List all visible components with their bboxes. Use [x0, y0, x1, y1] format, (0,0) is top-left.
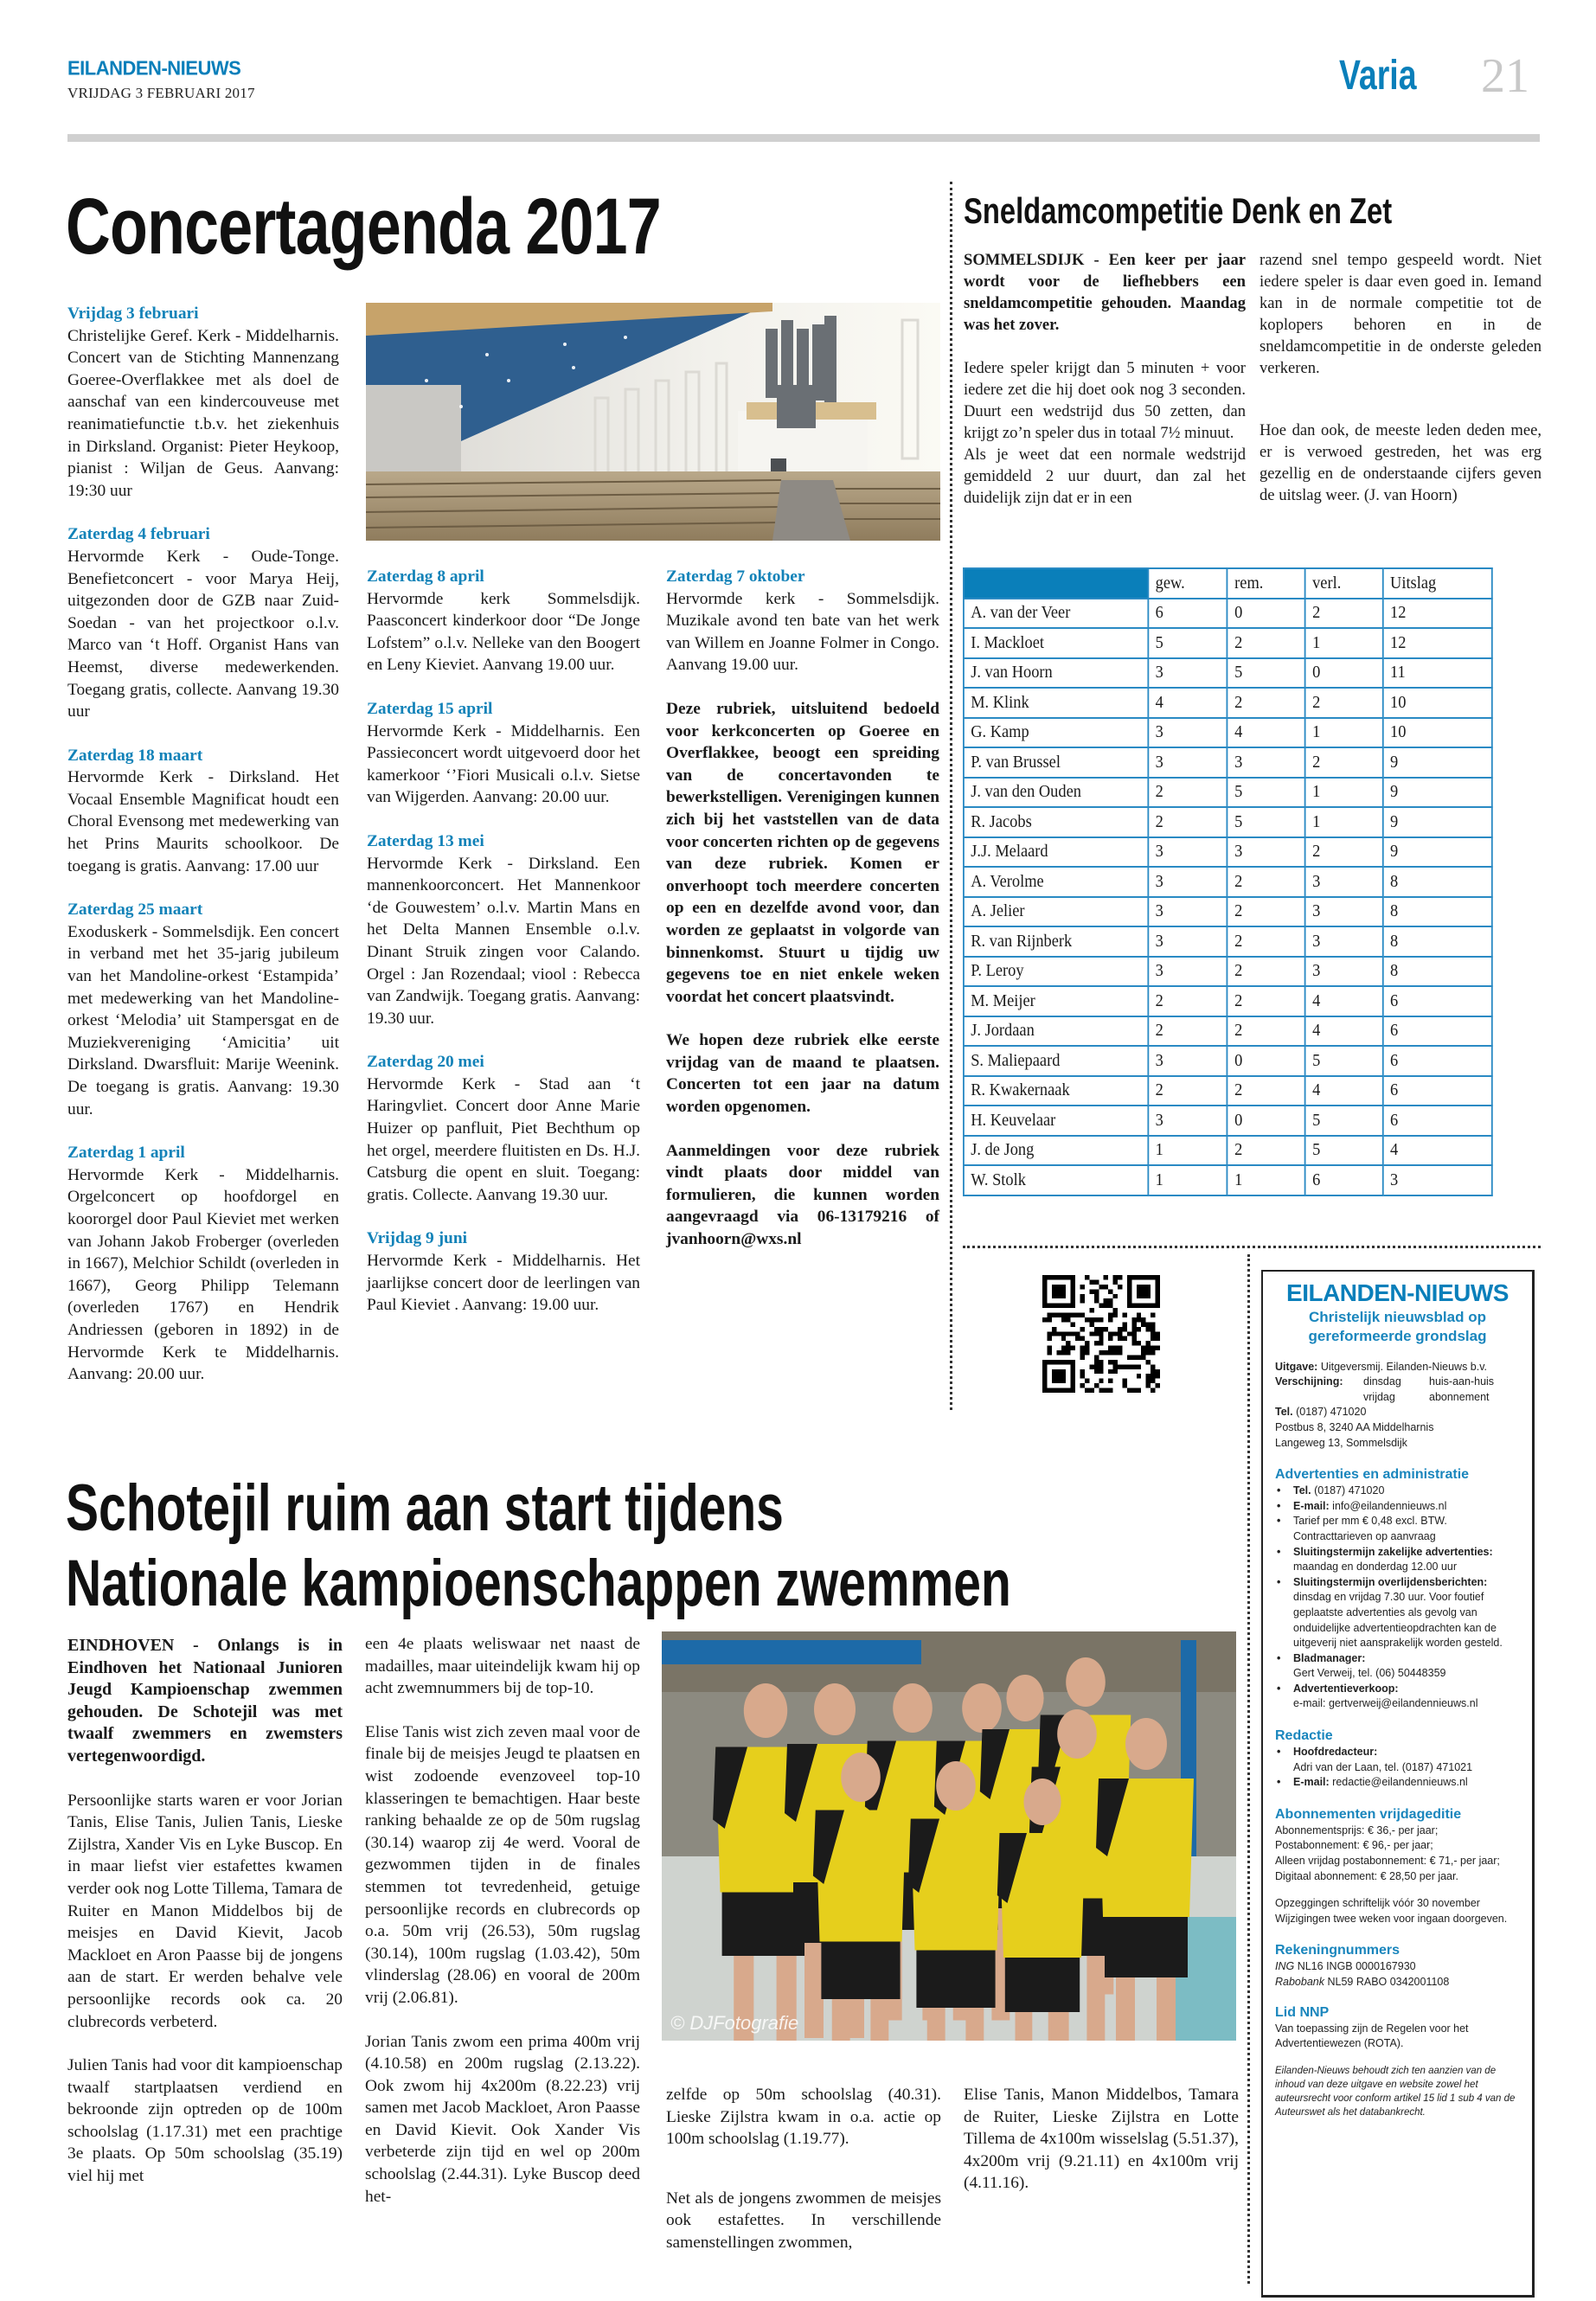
publication-days: Verschijning: dinsdag huis-aan-huis vrijdag abonnement — [1275, 1375, 1495, 1403]
church-interior-photo — [366, 303, 940, 541]
score-cell: 5 — [1305, 1136, 1383, 1166]
concert-entry — [367, 1051, 640, 1206]
swim-paragraph: Net als de jongens zwommen de meisjes ook estafettes. In verschillende samenstellingen zwommen, — [666, 2189, 941, 2252]
table-row — [964, 807, 1492, 837]
masthead-logo: EILANDEN-NIEUWS — [67, 56, 241, 80]
concert-date: Zaterdag 7 oktober — [666, 567, 805, 586]
concert-text: Hervormde Kerk - Middelharnis. Het jaarlijkse concert door de leerlingen van Paul Kieviet . Aanvang: 19.00 uur. — [367, 1252, 640, 1315]
player-name: J. Jordaan — [964, 1016, 1148, 1047]
issue-date: VRIJDAG 3 FEBRUARI 2017 — [67, 85, 255, 101]
score-cell: 2 — [1305, 837, 1383, 868]
concert-text: Hervormde Kerk - Middelharnis. Orgelconcert op hoofdorgel en koororgel door Paul Kieviet met werken van Johann Jakob Froberger (overleden in 1667), Melchior Schildt (overleden in 1667), Georg Philipp Telemann (overleden 1767) en Hendrik Andriessen (geboren in 1892) in de Hervormde Kerk te Middelharnis. Aanvang: 20.00 uur. — [67, 1165, 339, 1384]
table-row — [964, 628, 1492, 658]
advertising-heading: Advertenties en administratie — [1275, 1467, 1470, 1483]
score-cell: 11 — [1383, 658, 1492, 689]
score-cell: 2 — [1148, 1076, 1227, 1106]
table-row — [964, 718, 1492, 748]
score-cell: 3 — [1305, 867, 1383, 897]
concert-entry — [367, 830, 640, 1029]
rubriek-note: Deze rubriek, uitsluitend bedoeld voor kerkconcerten op Goeree en Overflakkee, beoogt een spreiding van de concertavonden te bewerkstelligen. Verenigingen kunnen zich bij het vaststellen van de data voor concerten richten op de gegevens van deze rubriek. Komen er onverhoopt toch meerdere concerten op een en dezelfde avond voor, dan worden ze geplaatst in volgorde van binnenkomst. Stuurt u tijdig uw gegevens toe en niet enkele weken voordat het concert plaatsvindt. — [666, 699, 939, 1006]
score-cell: 3 — [1148, 658, 1227, 689]
concert-entry — [367, 566, 640, 676]
address-line: Langeweg 13, Sommelsdijk — [1275, 1436, 1407, 1449]
sneldam-paragraph: Iedere speler krijgt dan 5 minuten + voor iedere zet die hij doet ook nog 3 seconden. Duurt een wedstrijd dus 50 zetten, dan krijgt zo’n speler dus in totaal 7½ minuut. — [964, 359, 1246, 442]
list-item: • E-mail: redactie@eilandennieuws.nl — [1275, 1775, 1520, 1791]
score-cell: 0 — [1227, 599, 1305, 629]
subscription-line: Alleen vrijdag postabonnement: € 71,- per jaar; — [1275, 1855, 1500, 1868]
concert-entry — [67, 303, 339, 502]
score-cell: 3 — [1148, 837, 1227, 868]
score-cell: 8 — [1383, 926, 1492, 957]
player-name: P. van Brussel — [964, 747, 1148, 778]
score-cell: 5 — [1305, 1046, 1383, 1076]
table-row — [964, 658, 1492, 689]
concert-date: Zaterdag 4 februari — [67, 525, 210, 544]
sneldam-paragraph: Hoe dan ook, de meeste leden deden mee, er is verwoed gestreden, het was erg gezellig en de onderstaande cijfers geven de uitslag weer. (J. van Hoorn) — [1259, 421, 1542, 504]
table-row — [964, 747, 1492, 778]
player-name: J.J. Melaard — [964, 837, 1148, 868]
header-blank — [964, 568, 1148, 599]
score-cell: 2 — [1227, 986, 1305, 1016]
score-cell: 1 — [1305, 807, 1383, 837]
list-item: • Advertentieverkoop: e-mail: gertverweij@eilandennieuws.nl — [1275, 1682, 1520, 1712]
score-cell: 3 — [1305, 957, 1383, 987]
score-cell: 2 — [1227, 688, 1305, 718]
nnp-heading: Lid NNP — [1275, 2004, 1330, 2020]
email-link[interactable]: info@eilandennieuws.nl — [1329, 1499, 1447, 1512]
score-cell: 5 — [1148, 628, 1227, 658]
score-cell: 3 — [1148, 867, 1227, 897]
score-cell: 0 — [1227, 1106, 1305, 1136]
score-cell: 10 — [1383, 718, 1492, 748]
player-name: J. van Hoorn — [964, 658, 1148, 689]
score-cell: 4 — [1148, 688, 1227, 718]
table-row — [964, 957, 1492, 987]
swim-paragraph: Elise Tanis, Manon Middelbos, Tamara de Ruiter, Lieske Zijlstra en Lotte Tillema de 4x100m wisselslag (5.51.37), 4x200m vrij (9.21.11) en 4x100m vrij (4.11.16). — [964, 2086, 1239, 2193]
subscription-line: Digitaal abonnement: € 28,50 per jaar. — [1275, 1869, 1458, 1882]
score-cell: 3 — [1227, 747, 1305, 778]
redactie-list — [1275, 1745, 1520, 1791]
table-row — [964, 1046, 1492, 1076]
score-cell: 2 — [1227, 957, 1305, 987]
nnp-text: Van toepassing zijn de Regelen voor het Advertentiewezen (ROTA). — [1275, 2022, 1469, 2050]
score-cell: 9 — [1383, 778, 1492, 808]
score-cell: 2 — [1148, 778, 1227, 808]
score-cell: 3 — [1148, 747, 1227, 778]
concert-entry — [67, 1142, 339, 1386]
accounts-heading: Rekeningnummers — [1275, 1943, 1401, 1958]
list-item: • E-mail: info@eilandennieuws.nl — [1275, 1499, 1520, 1515]
score-cell: 12 — [1383, 599, 1492, 629]
swim-paragraph: Jorian Tanis zwom een prima 400m vrij (4.10.58) en 200m rugslag (2.13.22). Ook zwom hij 4x200m (8.22.23) vrij samen met Jacob Mackloet, Aron Paasse en David Kievit. Ook Xander Vis verbeterde zijn tijd en wel op 200m schoolslag (2.44.31). Lyke Buscop deed het- — [365, 2032, 640, 2206]
player-name: W. Stolk — [964, 1165, 1148, 1195]
concert-column-3 — [666, 566, 939, 1272]
table-header-row — [964, 568, 1492, 599]
rubriek-note: We hopen deze rubriek elke eerste vrijdag van de maand te plaatsen. Concerten tot een jaar na datum worden opgenomen. — [666, 1031, 939, 1117]
account-line: Rabobank NL59 RABO 0342001108 — [1275, 1976, 1450, 1988]
score-cell: 2 — [1148, 807, 1227, 837]
concert-date: Vrijdag 3 februari — [67, 304, 199, 323]
column-separator — [1247, 1254, 1250, 2284]
sneldam-column-2 — [1259, 249, 1542, 506]
qr-code-icon[interactable] — [1042, 1275, 1160, 1393]
concert-entry — [367, 698, 640, 809]
score-cell: 2 — [1148, 1016, 1227, 1047]
score-cell: 6 — [1383, 1106, 1492, 1136]
score-cell: 3 — [1305, 897, 1383, 927]
score-cell: 1 — [1305, 718, 1383, 748]
score-cell: 2 — [1227, 897, 1305, 927]
concertagenda-headline: Concertagenda 2017 — [66, 183, 661, 271]
sneldam-paragraph: razend snel tempo gespeeld wordt. Niet iedere speler is daar even goed in. Iemand kan in de normale competitie tot de koplopers behoren en in de sneldamcompetitie in de onderste geleden verkeren. — [1259, 251, 1542, 377]
score-cell: 6 — [1305, 1165, 1383, 1195]
concert-date: Zaterdag 1 april — [67, 1144, 185, 1163]
section-name: Varia — [1339, 53, 1417, 99]
colophon-logo: EILANDEN-NIEUWS — [1286, 1279, 1509, 1306]
swim-team-photo — [662, 1631, 1236, 2041]
concert-entry — [67, 523, 339, 722]
colophon-subtitle: Christelijk nieuwsblad op gereformeerde grondslag — [1308, 1308, 1487, 1344]
swim-lead: EINDHOVEN - Onlangs is in Eindhoven het Nationaal Junioren Jeugd Kampioenschap zwemmen gehouden. De Schotejil was met twaalf zwemmers en zwemsters vertegenwoordigd. — [67, 1636, 343, 1766]
list-item: • Tarief per mm € 0,48 excl. BTW. Contracttarieven op aanvraag — [1275, 1514, 1520, 1544]
table-row — [964, 837, 1492, 868]
player-name: H. Keuvelaar — [964, 1106, 1148, 1136]
score-cell: 2 — [1227, 628, 1305, 658]
subscriptions-heading: Abonnementen vrijdageditie — [1275, 1806, 1462, 1822]
score-cell: 2 — [1227, 1016, 1305, 1047]
concert-column-2 — [367, 566, 640, 1338]
publisher-line: Uitgave: Uitgeversmij. Eilanden-Nieuws b.v. — [1275, 1360, 1488, 1373]
concert-text: Hervormde Kerk - Oude-Tonge. Benefietconcert - voor Marya Heij, uitgezonden door de GZB naar Zuid-Soedan - van het projectkoor o.l.v. Marco van ‘t Hoff. Organist Hans van Heemst, diverse medewerkenden. Toegang gratis, collecte. Aanvang 19.30 uur — [67, 547, 339, 721]
swim-headline-line2: Nationale kampioenschappen zwemmen — [66, 1547, 1011, 1620]
score-cell: 2 — [1227, 867, 1305, 897]
table-row — [964, 867, 1492, 897]
score-cell: 1 — [1305, 628, 1383, 658]
player-name: R. Kwakernaak — [964, 1076, 1148, 1106]
subscription-line: Postabonnement: € 96,- per jaar; — [1275, 1839, 1433, 1852]
score-cell: 0 — [1227, 1046, 1305, 1076]
score-cell: 6 — [1383, 1046, 1492, 1076]
player-name: A. van der Veer — [964, 599, 1148, 629]
concert-date: Zaterdag 15 april — [367, 699, 493, 718]
subscription-line: Abonnementsprijs: € 36,- per jaar; — [1275, 1823, 1439, 1836]
swim-paragraph: een 4e plaats weliswaar net naast de madailles, maar uiteindelijk kwam hij op acht zwemnummers bij de top-10. — [365, 1635, 640, 1698]
concert-entry — [67, 899, 339, 1120]
score-cell: 5 — [1305, 1106, 1383, 1136]
score-cell: 9 — [1383, 807, 1492, 837]
score-cell: 3 — [1148, 1046, 1227, 1076]
concert-entry — [666, 566, 939, 676]
header-remise: rem. — [1227, 568, 1305, 599]
concert-date: Zaterdag 20 mei — [367, 1053, 484, 1072]
table-row — [964, 688, 1492, 718]
concert-text: Christelijke Geref. Kerk - Middelharnis. Concert van de Stichting Mannenzang Goeree-Overflakkee met als doel de aanschaf van een kindercouveuse met reanimatiefunctie t.b.v. het ziekenhuis in Dirksland. Organist: Pieter Heykoop, pianist : Wiljan de Geus. Aanvang: 19:30 uur — [67, 326, 339, 500]
concert-date: Zaterdag 18 maart — [67, 746, 203, 765]
sneldam-column-1 — [964, 249, 1246, 509]
concert-date: Vrijdag 9 juni — [367, 1229, 467, 1248]
photo-credit: © DJFotografie — [670, 2012, 799, 2034]
score-cell: 2 — [1148, 986, 1227, 1016]
player-name: P. Leroy — [964, 957, 1148, 987]
score-cell: 1 — [1227, 1165, 1305, 1195]
table-row — [964, 599, 1492, 629]
score-cell: 1 — [1305, 778, 1383, 808]
score-cell: 6 — [1148, 599, 1227, 629]
list-item: • Sluitingstermijn zakelijke advertenties: maandag en donderdag 12.00 uur — [1275, 1545, 1520, 1575]
score-cell: 5 — [1227, 658, 1305, 689]
score-cell: 6 — [1383, 986, 1492, 1016]
address-line: Postbus 8, 3240 AA Middelharnis — [1275, 1420, 1434, 1433]
table-row — [964, 1136, 1492, 1166]
table-row — [964, 1076, 1492, 1106]
score-cell: 4 — [1227, 718, 1305, 748]
concert-text: Hervormde Kerk - Dirksland. Het Vocaal Ensemble Magnificat houdt een Choral Evensong met medewerking van het Prins Maurits schoolkoor. De toegang is gratis. Aanvang: 17.00 uur — [67, 768, 339, 875]
score-cell: 6 — [1383, 1076, 1492, 1106]
player-name: S. Maliepaard — [964, 1046, 1148, 1076]
player-name: R. Jacobs — [964, 807, 1148, 837]
score-cell: 12 — [1383, 628, 1492, 658]
score-cell: 5 — [1227, 807, 1305, 837]
score-cell: 2 — [1227, 926, 1305, 957]
table-row — [964, 1165, 1492, 1195]
redactie-heading: Redactie — [1275, 1728, 1333, 1744]
score-cell: 1 — [1148, 1136, 1227, 1166]
score-cell: 8 — [1383, 867, 1492, 897]
table-row — [964, 926, 1492, 957]
player-name: M. Meijer — [964, 986, 1148, 1016]
player-name: M. Klink — [964, 688, 1148, 718]
concert-text: Hervormde Kerk - Middelharnis. Een Passieconcert wordt uitgevoerd door het kamerkoor ‘’Fiori Musicali o.l.v. Sietse van Wijgerden. Aanvang: 20.00 uur. — [367, 721, 640, 807]
score-cell: 3 — [1227, 837, 1305, 868]
concert-text: Hervormde Kerk - Dirksland. Een mannenkoorconcert. Het Mannenkoor ‘de Gouwestem’ o.l.v. Martin Mans en het Delta Mannen Ensemble o.l.v. Dinant Struik zingen voor Calando. Orgel : Jan Rozendaal; viool : Rebecca van Zandwijk. Toegang gratis. Aanvang: 19.30 uur. — [367, 854, 640, 1028]
sneldam-lead: SOMMELSDIJK - Een keer per jaar wordt voor de liefhebbers een sneldamcompetitie gehouden. Maandag was het zover. — [964, 251, 1246, 334]
concert-entry — [67, 745, 339, 878]
concert-date: Zaterdag 8 april — [367, 567, 484, 586]
score-cell: 2 — [1305, 599, 1383, 629]
score-cell: 4 — [1305, 1016, 1383, 1047]
swim-paragraph: Elise Tanis wist zich zeven maal voor de finale bij de meisjes Jeugd te plaatsen en wist zodoende evenzoveel top-10 klasseringen te bemachtigen. Haar beste ranking behaalde ze op de 50m rugslag (30.14) waarop zij 4e werd. Vooral de gezwommen tijden in de finales stemmen tot tevredenheid, getuige persoonlijke records en clubrecords op o.a. 50m vrij (26.53), 50m rugslag (30.14), 100m rugslag (1.03.42), 50m vlinderslag (28.06) en vooral de 200m vrij (2.06.81). — [365, 1722, 640, 2007]
score-cell: 6 — [1383, 1016, 1492, 1047]
page-number: 21 — [1481, 49, 1529, 103]
score-cell: 2 — [1227, 1136, 1305, 1166]
score-cell: 10 — [1383, 688, 1492, 718]
score-cell: 3 — [1148, 957, 1227, 987]
player-name: J. van den Ouden — [964, 778, 1148, 808]
player-name: J. de Jong — [964, 1136, 1148, 1166]
concert-text: Hervormde kerk Sommelsdijk. Paasconcert kinderkoor door “De Jonge Lofstem” o.l.v. Nelleke van den Boogert en Leny Kieviet. Aanvang 19.00 uur. — [367, 589, 640, 675]
score-cell: 4 — [1305, 986, 1383, 1016]
section-separator — [963, 1246, 1541, 1248]
table-row — [964, 778, 1492, 808]
score-cell: 4 — [1305, 1076, 1383, 1106]
score-cell: 3 — [1383, 1165, 1492, 1195]
player-name: R. van Rijnberk — [964, 926, 1148, 957]
player-name: G. Kamp — [964, 718, 1148, 748]
phone-line: Tel. (0187) 471020 — [1275, 1406, 1367, 1419]
cancellation-line: Wijzigingen twee weken voor ingaan doorgeven. — [1275, 1912, 1508, 1925]
score-cell: 3 — [1305, 926, 1383, 957]
score-cell: 3 — [1148, 718, 1227, 748]
list-item: • Bladmanager: Gert Verweij, tel. (06) 50448359 — [1275, 1651, 1520, 1682]
account-line: ING NL16 INGB 0000167930 — [1275, 1960, 1416, 1973]
sneldam-results-table — [963, 567, 1493, 1196]
concert-text: Hervormde kerk - Sommelsdijk. Muzikale avond ten bate van het werk van Willem en Joanne Folmer in Congo. Aanvang 19.00 uur. — [666, 589, 939, 675]
score-cell: 0 — [1305, 658, 1383, 689]
score-cell: 2 — [1227, 1076, 1305, 1106]
table-row — [964, 1016, 1492, 1047]
swim-paragraph: Persoonlijke starts waren er voor Jorian Tanis, Elise Tanis, Julien Tanis, Lieske Zijlstra, Xander Vis en Lyke Buscop. En in maar liefst vier estafettes kwamen verder ook nog Lotte Tillema, Tamara de Ruiter en Manon Middelbos bij de meisjes en David Kievit, Jacob Mackloet en Aron Paasse bij de jongens aan de start. Er werden behalve vele persoonlijke records ook ca. 20 clubrecords verbeterd. — [67, 1791, 343, 2031]
player-name: I. Mackloet — [964, 628, 1148, 658]
swim-column-4 — [964, 2084, 1239, 2195]
list-item: • Sluitingstermijn overlijdensberichten: dinsdag en vrijdag 7.30 uur. Voor foutief geplaatste advertenties als gevolg van onduidelijke advertentieopdrachten kan de uitgeverij niet aansprakelijk worden gesteld. — [1275, 1575, 1520, 1651]
score-cell: 9 — [1383, 747, 1492, 778]
swim-paragraph: zelfde op 50m schoolslag (40.31). Lieske Zijlstra kwam in o.a. actie op 100m schoolslag (1.19.77). — [666, 2086, 941, 2149]
concert-text: Exoduskerk - Sommelsdijk. Een concert in verband met het 35-jarig jubileum van het Mandoline-orkest ‘Estampida’ met medewerking van het Mandoline-orkest ‘Melodia’ uit Stampersgat en de Muziekvereniging ‘Amicitia’ uit Dirksland. Dwarsfluit: Marije Weenink. De toegang is gratis. Aanvang: 19.30 uur. — [67, 922, 339, 1118]
player-name: A. Jelier — [964, 897, 1148, 927]
score-cell: 1 — [1148, 1165, 1227, 1195]
score-cell: 3 — [1148, 897, 1227, 927]
rubriek-note: Aanmeldingen voor deze rubriek vindt plaats door middel van formulieren, die kunnen worden aangevraagd via 06-13179216 of jvanhoorn@wxs.nl — [666, 1141, 939, 1249]
score-cell: 3 — [1148, 1106, 1227, 1136]
swim-column-3 — [666, 2084, 941, 2254]
cancellation-line: Opzeggingen schriftelijk vóór 30 november — [1275, 1897, 1480, 1910]
copyright-disclaimer: Eilanden-Nieuws behoudt zich ten aanzien van de inhoud van deze uitgave en website zowel het auteursrecht voor conform artikel 15 lid 1 sub 4 van de Auteurswet als het databankrecht. — [1275, 2065, 1516, 2118]
table-row — [964, 897, 1492, 927]
header-rule — [67, 134, 1540, 142]
list-item: • Hoofdredacteur: Adri van der Laan, tel. (0187) 471021 — [1275, 1745, 1520, 1775]
email-link[interactable]: e-mail: gertverweij@eilandennieuws.nl — [1293, 1697, 1478, 1710]
concert-date: Zaterdag 13 mei — [367, 831, 484, 850]
swim-paragraph: Julien Tanis had voor dit kampioenschap twaalf startplaatsen verdiend en bekroonde zijn optreden op de 100m schoolslag (1.17.31) met een prachtige 3e plaats. Op 50m schoolslag (35.19) viel hij met — [67, 2056, 343, 2186]
list-item: • Tel. (0187) 471020 — [1275, 1484, 1520, 1499]
concert-column-1 — [67, 303, 339, 1407]
header-uitslag: Uitslag — [1383, 568, 1492, 599]
score-cell: 4 — [1383, 1136, 1492, 1166]
score-cell: 3 — [1148, 926, 1227, 957]
colophon-box — [1261, 1270, 1535, 2298]
column-separator — [950, 182, 952, 1410]
score-cell: 5 — [1227, 778, 1305, 808]
email-link[interactable]: redactie@eilandennieuws.nl — [1329, 1776, 1468, 1789]
concert-entry — [367, 1227, 640, 1316]
table-row — [964, 1106, 1492, 1136]
score-cell: 8 — [1383, 957, 1492, 987]
sneldam-headline: Sneldamcompetitie Denk en Zet — [964, 190, 1393, 231]
concert-text: Hervormde Kerk - Stad aan ‘t Haringvliet. Concert door Anne Marie Huizer op panfluit, Piet Bechthum op het orgel, meerdere fluitisten en Ds. H.J. Catsburg die opent en sluit. Toegang: gratis. Collecte. Aanvang 19.30 uur. — [367, 1074, 640, 1204]
swim-headline-line1: Schotejil ruim aan start tijdens — [66, 1471, 784, 1545]
header-verloren: verl. — [1305, 568, 1383, 599]
score-cell: 2 — [1305, 747, 1383, 778]
advertising-list — [1275, 1484, 1520, 1712]
score-cell: 9 — [1383, 837, 1492, 868]
table-row — [964, 986, 1492, 1016]
score-cell: 2 — [1305, 688, 1383, 718]
player-name: A. Verolme — [964, 867, 1148, 897]
concert-date: Zaterdag 25 maart — [67, 901, 203, 920]
swim-column-2 — [365, 1633, 640, 2208]
swim-column-1 — [67, 1635, 343, 2188]
score-cell: 8 — [1383, 897, 1492, 927]
sneldam-paragraph: Als je weet dat een normale wedstrijd gemiddeld 2 uur duurt, dan zal het duidelijk zijn dat er in een — [964, 445, 1246, 507]
header-gewonnen: gew. — [1148, 568, 1227, 599]
